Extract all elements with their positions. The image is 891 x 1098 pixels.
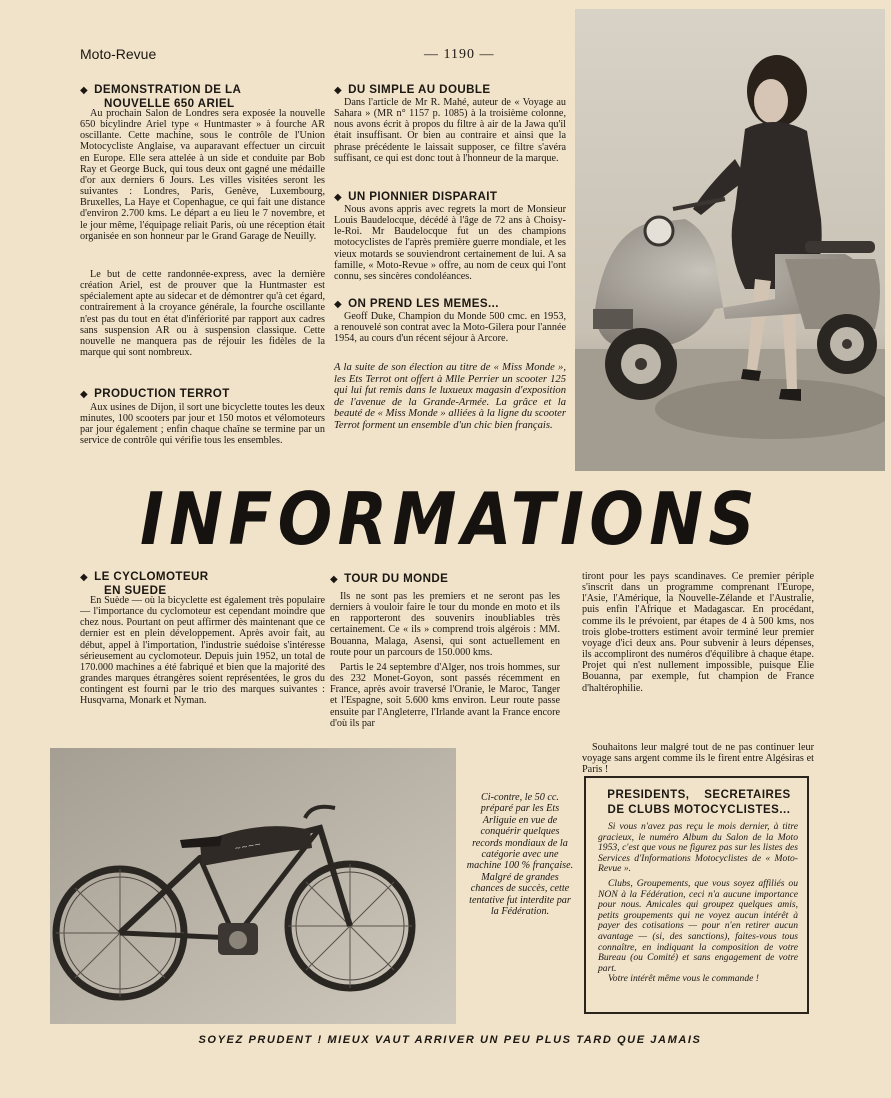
simple-paragraph: Dans l'article de Mr R. Mahé, auteur de « Voyage au Sahara » (MR n° 1157 p. 1085) à la troisième colonne, nous avons écrit à propos du filtre à air de la Jawa qu'il était insuffisant. Or bien au contraire et ainsi que la phrase précédente le laissait supposer, ce filtre s'avéra suffisant, ce qui est donc tout à l'honneur de la marque. [334, 97, 566, 164]
tour-paragraph-2-continued: tiront pour les pays scandinaves. Ce premier périple s'inscrit dans un programme comprenant l'Europe, l'Asie, l'Amérique, la Nouvelle-Zélande et l'Australie, puis enfin l'Afrique et Madagascar. En procédant, comme ils le prévoient, par étapes de 4 à 500 kms, nos trois globe-trotters estiment avoir terminé leur premier voyage d'ici deux ans. Pour subvenir à leurs dépenses, ils accompliront des numéros d'équilibre à chaque étape. Projet qui n'est nullement impossible, puisque Elie Bouanna, par exemple, fut champion de France d'haltérophilie. [582, 571, 814, 694]
diamond-bullet-icon: ◆ [80, 85, 89, 96]
informations-banner [130, 478, 770, 558]
club-notice-body [598, 822, 798, 985]
magazine-name: Moto-Revue [80, 46, 157, 62]
ariel-paragraph-2: Le but de cette randonnée-express, avec la dernière création Ariel, est de prouver que la Huntmaster est spécialement apte au sidecar et de démontrer qu'à cet égard, contrairement à la croyance générale, la fourche oscillante n'est pas du tout en état d'infériorité par rapport aux cadres sans suspension AR ou à suspension classique. Cette nouvelle ne manquera pas de réjouir les fidèles de la marque qui sont nombreux. [80, 269, 325, 359]
terrot-paragraph: Aux usines de Dijon, il sort une bicyclette toutes les deux minutes, 100 scooters par jour et 150 motos et vélomoteurs par jour également ; enfin chaque chaîne se termine par un service de contrôle qui vérifie tous les ensembles. [80, 402, 325, 447]
miss-monde-caption: A la suite de son élection au titre de « Miss Monde », les Ets Terrot ont offert à Mlle Perrier un scooter 125 qui lui fut remis dans le luxueux magasin d'exposition de l'avenue de la Grande-Armée. La grâce et la beauté de « Miss Monde » alliées à la ligne du scooter Terrot forment un ensemble d'un chic bien français. [334, 362, 566, 431]
moped-photo [50, 748, 456, 1024]
page-number: — 1190 — [424, 47, 495, 62]
diamond-bullet-icon: ◆ [334, 85, 343, 96]
banner-text: INFORMATIONS [140, 478, 760, 558]
club-notice-paragraph-3: Votre intérêt même vous le commande ! [608, 973, 759, 985]
tour-column-1 [330, 591, 560, 749]
moped-caption: Ci-contre, le 50 cc. préparé par les Ets Arliguie en vue de conquérir quelques records mondiaux de la catégorie avec une machine 100 % française. Malgré de grandes chances de succès, cette tentative fut interdite par la Fédération. [466, 792, 574, 918]
diamond-bullet-icon: ◆ [334, 299, 343, 310]
tour-paragraph-1: Ils ne sont pas les premiers et ne seront pas les derniers à vouloir faire le tour du monde en moto et ils en rapporteront des souvenirs inoubliables très certainement. Ce « ils » comprend trois algérois : MM. Bouanna, Malaga, Asensi, qui sont actuellement en route pour un parcours de 150.000 kms. [330, 591, 560, 658]
svg-text:~~~~: ~~~~ [233, 839, 262, 853]
cyclo-paragraph: En Suède — où la bicyclette est également très populaire — l'importance du cyclomoteur est cependant moindre que chez nous. Pourtant on peut affirmer dès maintenant que ce dernier est en plein développement. Après avoir fait, au début, appel à l'importation, l'industrie suédoise s'intéresse sérieusement au cyclomoteur. Depuis juin 1952, un total de 170.000 machines a été fabriqué et bien que la majorité des grandes marques étrangères soient représentées, le gros du contingent est fourni par le trio des marques suivantes : Husqvarna, Monark et Nyman. [80, 595, 325, 707]
footer-slogan: SOYEZ PRUDENT ! MIEUX VAUT ARRIVER UN PEU PLUS TARD QUE JAMAIS [198, 1034, 702, 1046]
club-notice-title: PRESIDENTS, SECRETAIRES DE CLUBS MOTOCYCLISTES... [607, 789, 791, 816]
diamond-bullet-icon: ◆ [80, 572, 89, 583]
memes-heading: ◆ ON PREND LES MEMES... [334, 297, 499, 310]
club-notice-box [584, 776, 809, 1014]
memes-paragraph: Geoff Duke, Champion du Monde 500 cmc. en 1953, a renouvelé son contrat avec la Moto-Gilera pour l'année 1954, au cours d'un récent séjour à Arcore. [334, 311, 566, 345]
pionnier-paragraph: Nous avons appris avec regrets la mort de Monsieur Louis Baudelocque, décédé à l'âge de 72 ans à Choisy-le-Roi. Mr Baudelocque fut un des champions motocyclistes de l'après première guerre mondiale, et les vieux motards se souviendront certainement de lui. A sa famille, « Moto-Revue » offre, au nom de ceux qui l'ont connu, ses sincères condoléances. [334, 204, 566, 282]
terrot-heading: ◆ PRODUCTION TERROT [80, 387, 230, 400]
tour-paragraph-3: Souhaitons leur malgré tout de ne pas continuer leur voyage sans argent comme ils le firent entre Algésiras et Paris ! [582, 742, 814, 776]
simple-heading: ◆ DU SIMPLE AU DOUBLE [334, 83, 491, 96]
pionnier-heading: ◆ UN PIONNIER DISPARAIT [334, 190, 498, 203]
ariel-paragraph-1: Au prochain Salon de Londres sera exposée la nouvelle 650 bicylindre Ariel type « Huntmaster » à fourche AR oscillante. Cette machine, sous le contrôle de l'Union Motocycliste Anglaise, va auparavant effectuer un circuit en Europe. Elle sera attelée à un side et conduite par Bob Ray et George Buck, qui tous deux ont gagné une médaille d'or aux derniers 6 Jours. Les villes visitées seront les suivantes : Londres, Paris, Genève, Luxembourg, Bruxelles, La Haye et Copenhague, ce qui fait une distance d'environ 2.700 kms. Le départ a eu lieu le 7 novembre, et le jour même, l'équipage reliait Paris, où une réception était organisée en son honneur par le Grand Garage de Neuilly. [80, 108, 325, 242]
diamond-bullet-icon: ◆ [80, 389, 89, 400]
diamond-bullet-icon: ◆ [334, 192, 343, 203]
ariel-heading: ◆ DEMONSTRATION DE LA NOUVELLE 650 ARIEL [80, 83, 242, 110]
diamond-bullet-icon: ◆ [330, 574, 339, 585]
scooter-photo [575, 9, 885, 471]
tour-heading: ◆ TOUR DU MONDE [330, 572, 449, 585]
cyclo-heading: ◆ LE CYCLOMOTEUR EN SUEDE [80, 570, 209, 597]
club-notice-paragraph-1: Si vous n'avez pas reçu le mois dernier, à titre gracieux, le numéro Album du Salon de la Moto 1953, c'est que vous ne figurez pas sur les listes des Services d'Informations Motocyclistes de « Moto-Revue ». [598, 821, 798, 875]
club-notice-paragraph-2: Clubs, Groupements, que vous soyez affiliés ou NON à la Fédération, ceci n'a aucune importance pour nous. Amicales qui groupez quelques amis, petits groupements qui ne voyez aucun intérêt à payer des cotisations — pour n'en retirer aucun avantage — (si, des sanctions), faites-vous tous connaître, en indiquant la composition de votre Bureau (ou Comité) et sans engagement de votre part. [598, 877, 798, 974]
tour-paragraph-2-start: Partis le 24 septembre d'Alger, nos trois hommes, sur des 232 Monet-Goyon, sont passés récemment en France, après avoir traversé l'Oranie, le Maroc, Tanger et l'Espagne, soit 5.600 kms environ. Leur route passe ensuite par l'Angleterre, l'Irlande avant la France encore d'où ils par [330, 661, 560, 729]
